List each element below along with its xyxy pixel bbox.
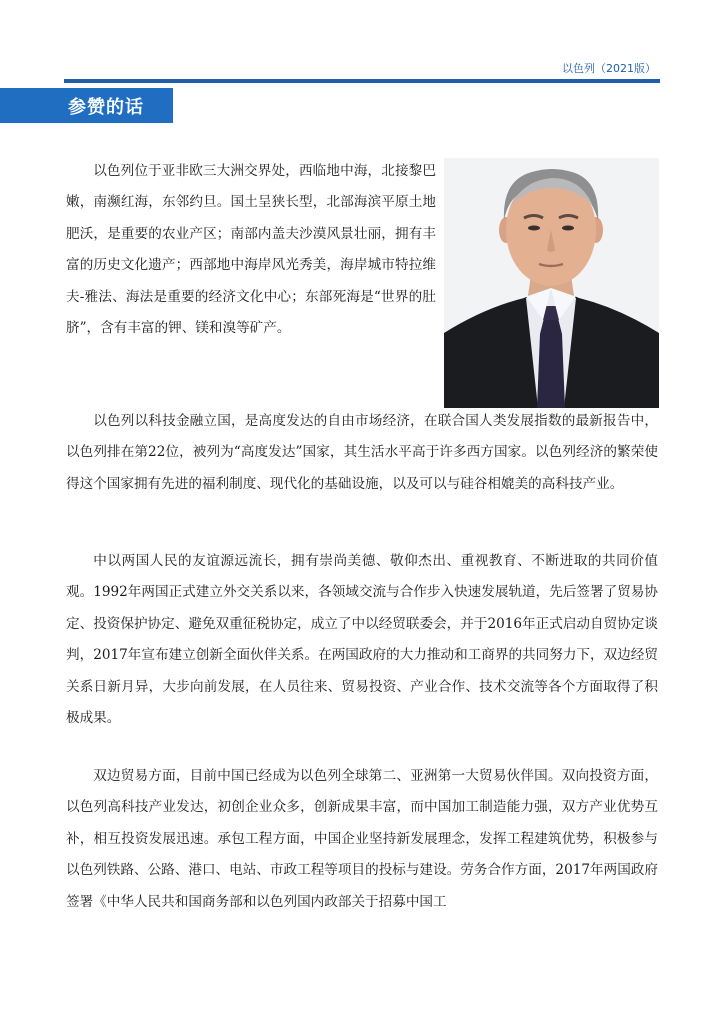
portrait-photo [444, 158, 659, 408]
section-title: 参赞的话 [68, 97, 144, 118]
body-paragraph: 以色列位于亚非欧三大洲交界处，西临地中海，北接黎巴嫩，南濒红海，东邻约旦。国土呈狭长型，北部海滨平原土地肥沃，是重要的农业产区；南部内盖夫沙漠风景壮丽，拥有丰富的历史文化遗产；西部地中海岸风光秀美，海岸城市特拉维夫-雅法、海法是重要的经济文化中心；东部死海是“世界的肚脐”，含有丰富的钾、镁和溴等矿产。 [66, 163, 436, 337]
body-paragraph: 双边贸易方面，目前中国已经成为以色列全球第二、亚洲第一大贸易伙伴国。双向投资方面，以色列高科技产业发达，初创企业众多，创新成果丰富，而中国加工制造能力强，双方产业优势互补，相互投资发展迅速。承包工程方面，中国企业坚持新发展理念，发挥工程建筑优势，积极参与以色列铁路、公路、港口、电站、市政工程等项目的投标与建设。劳务合作方面，2017年两国政府签署《中华人民共和国商务部和以色列国内政部关于招募中国工 [66, 768, 658, 910]
body-paragraph: 以色列以科技金融立国，是高度发达的自由市场经济，在联合国人类发展指数的最新报告中，以色列排在第22位，被列为“高度发达”国家，其生活水平高于许多西方国家。以色列经济的繁荣使得这个国家拥有先进的福利制度、现代化的基础设施，以及可以与硅谷相媲美的高科技产业。 [66, 413, 658, 492]
body-paragraph: 中以两国人民的友谊源远流长，拥有崇尚美德、敬仰杰出、重视教育、不断进取的共同价值观。1992年两国正式建立外交关系以来，各领域交流与合作步入快速发展轨道，先后签署了贸易协定、投资保护协定、避免双重征税协定，成立了中以经贸联委会，并于2016年正式启动自贸协定谈判，2017年宣布建立创新全面伙伴关系。在两国政府的大力推动和工商界的共同努力下，双边经贸关系日新月异，大步向前发展，在人员往来、贸易投资、产业合作、技术交流等各个方面取得了积极成果。 [66, 553, 658, 727]
running-header: 以色列（2021版） [562, 62, 656, 75]
header-rule [64, 79, 660, 83]
